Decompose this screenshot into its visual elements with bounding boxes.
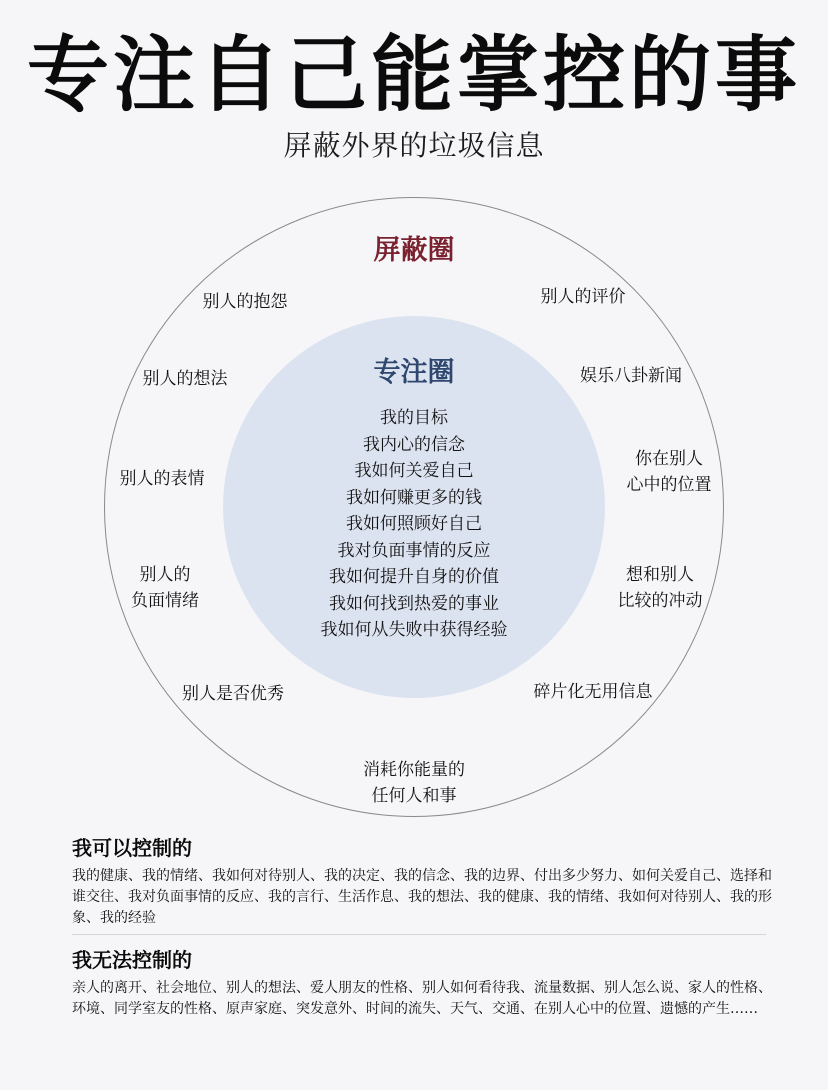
- shield-item-fragmented-info: 碎片化无用信息: [533, 682, 653, 702]
- shield-item-energy-drainers: 消耗你能量的 任何人和事: [363, 760, 465, 806]
- cannot-control-text: 亲人的离开、社会地位、别人的想法、爱人朋友的性格、别人如何看待我、流量数据、别人怎么说、家人的性格、环境、同学室友的性格、原声家庭、突发意外、时间的流失、天气、交通、在别人心中的位置、遗憾的产生……: [72, 980, 772, 1017]
- section-divider: [72, 934, 766, 935]
- shield-item-evaluation: 别人的评价: [540, 287, 626, 307]
- shield-item-thoughts: 别人的想法: [142, 369, 228, 389]
- cannot-control-heading: 我无法控制的: [72, 948, 192, 972]
- focus-item: 我的目标: [380, 408, 448, 428]
- focus-list: [0, 405, 828, 644]
- can-control-section: [72, 834, 772, 929]
- shield-item-negative-emotions: 别人的 负面情绪: [131, 565, 199, 611]
- shield-item-others-excellence: 别人是否优秀: [182, 684, 284, 704]
- focus-item: 我如何提升自身的价值: [329, 567, 499, 587]
- focus-item: 我对负面事情的反应: [337, 540, 491, 561]
- shield-item-your-position: 你在别人 心中的位置: [626, 449, 712, 495]
- focus-item: 我如何关爱自己: [354, 461, 474, 481]
- cannot-control-section: [72, 946, 772, 1020]
- page-subtitle: 屏蔽外界的垃圾信息: [283, 129, 545, 162]
- can-control-heading: 我可以控制的: [72, 836, 192, 860]
- focus-item: 我如何从失败中获得经验: [320, 620, 508, 640]
- focus-item: 我如何赚更多的钱: [346, 487, 482, 508]
- can-control-text: 我的健康、我的情绪、我如何对待别人、我的决定、我的信念、我的边界、付出多少努力、如何关爱自己、选择和谁交往、我对负面事情的反应、我的言行、生活作息、我的想法、我的健康、我的情绪、我如何对待别人、我的形象、我的经验: [72, 868, 772, 926]
- shield-item-complaints: 别人的抱怨: [202, 292, 288, 312]
- focus-item: 我如何照顾好自己: [346, 514, 482, 534]
- focus-item: 我内心的信念: [363, 434, 465, 455]
- focus-circle-title: 专注圈: [373, 357, 455, 388]
- focus-item: 我如何找到热爱的事业: [329, 593, 499, 614]
- shield-item-gossip-news: 娱乐八卦新闻: [580, 366, 682, 386]
- shield-circle-title: 屏蔽圈: [373, 235, 455, 266]
- shield-item-expressions: 别人的表情: [119, 469, 205, 489]
- shield-item-comparison-urge: 想和别人 比较的冲动: [617, 565, 703, 611]
- page-title: 专注自己能掌控的事: [26, 28, 801, 123]
